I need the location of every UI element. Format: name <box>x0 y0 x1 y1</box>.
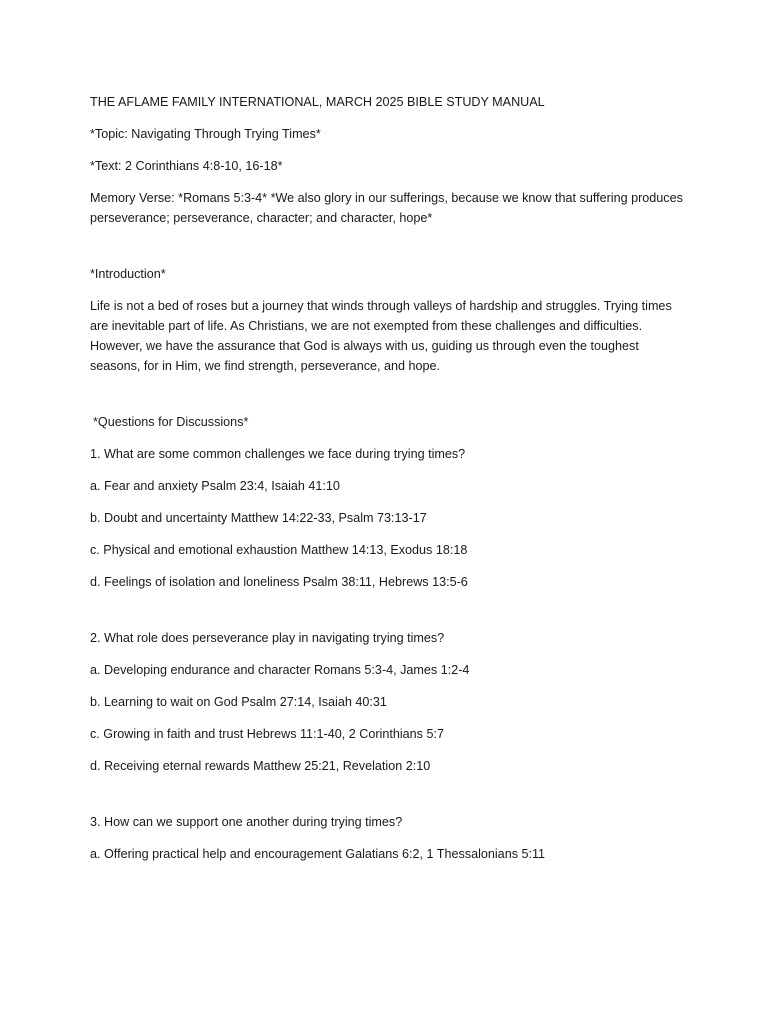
spacer <box>90 388 690 412</box>
question-1: 1. What are some common challenges we face during trying times? <box>90 447 466 461</box>
spacer <box>90 788 690 812</box>
answer-1d: d. Feelings of isolation and loneliness Psalm 38:11, Hebrews 13:5-6 <box>90 575 468 589</box>
introduction-heading: *Introduction* <box>90 267 166 281</box>
introduction-body: Life is not a bed of roses but a journey that winds through valleys of hardship and struggles. Trying times are inevitable part of life. As Christians, we are not exempted from these challenges and difficulties. However, we have the assurance that God is always with us, guiding us through even the toughest seasons, for in Him, we find strength, perseverance, and hope. <box>90 299 672 373</box>
questions-heading: *Questions for Discussions* <box>93 415 249 429</box>
spacer <box>90 240 690 264</box>
document-title: THE AFLAME FAMILY INTERNATIONAL, MARCH 2025 BIBLE STUDY MANUAL <box>90 95 545 109</box>
answer-1c: c. Physical and emotional exhaustion Matthew 14:13, Exodus 18:18 <box>90 543 468 557</box>
answer-2c: c. Growing in faith and trust Hebrews 11:1-40, 2 Corinthians 5:7 <box>90 727 444 741</box>
memory-verse: Memory Verse: *Romans 5:3-4* *We also glory in our sufferings, because we know that suffering produces perseverance; perseverance, character; and character, hope* <box>90 191 683 225</box>
question-3: 3. How can we support one another during trying times? <box>90 815 403 829</box>
answer-3a: a. Offering practical help and encouragement Galatians 6:2, 1 Thessalonians 5:11 <box>90 847 546 861</box>
document-page <box>90 92 690 876</box>
answer-2b: b. Learning to wait on God Psalm 27:14, Isaiah 40:31 <box>90 695 387 709</box>
answer-1a: a. Fear and anxiety Psalm 23:4, Isaiah 41:10 <box>90 479 340 493</box>
text-reference: *Text: 2 Corinthians 4:8-10, 16-18* <box>90 159 283 173</box>
answer-2a: a. Developing endurance and character Romans 5:3-4, James 1:2-4 <box>90 663 470 677</box>
question-2: 2. What role does perseverance play in navigating trying times? <box>90 631 445 645</box>
answer-2d: d. Receiving eternal rewards Matthew 25:21, Revelation 2:10 <box>90 759 431 773</box>
spacer <box>90 604 690 628</box>
answer-1b: b. Doubt and uncertainty Matthew 14:22-33, Psalm 73:13-17 <box>90 511 427 525</box>
topic-line: *Topic: Navigating Through Trying Times* <box>90 127 321 141</box>
